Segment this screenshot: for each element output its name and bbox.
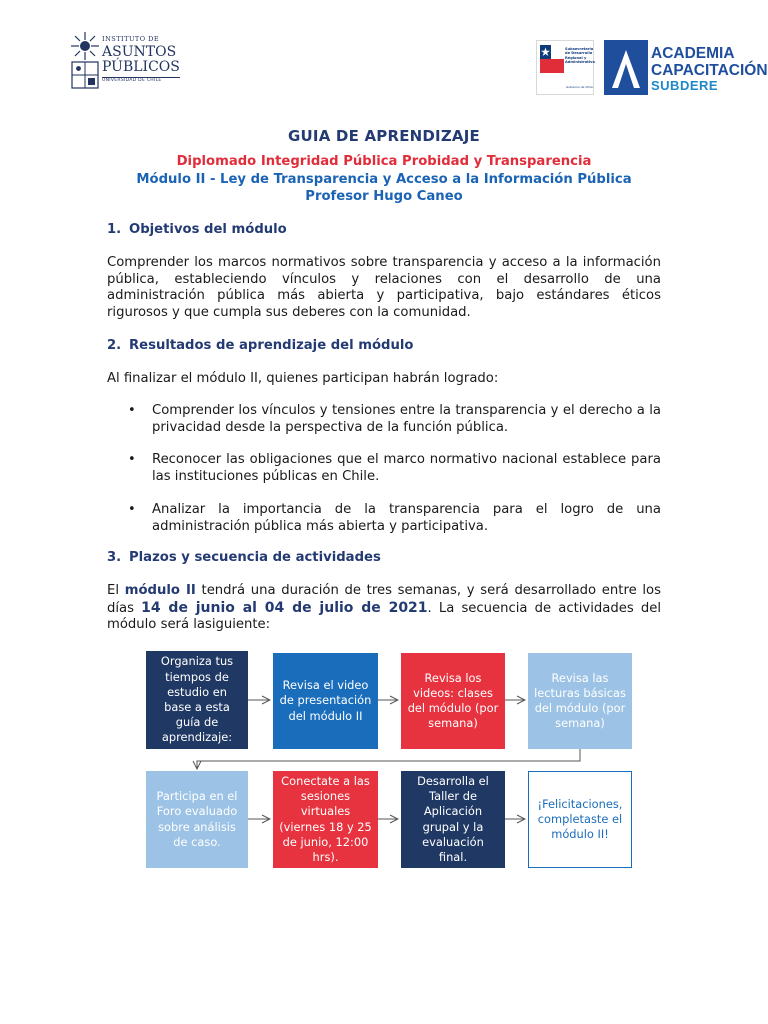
- iap-line3: PÚBLICOS: [102, 58, 180, 75]
- academia-line2: CAPACITACIÓN: [651, 61, 768, 79]
- flow-step-5: Participa en el Foro evaluado sobre análisis de caso.: [146, 771, 248, 868]
- iap-line2: ASUNTOS: [102, 43, 177, 60]
- section-3-text-part3: . La secuencia de actividades del módulo será lasiguiente:: [107, 600, 661, 632]
- bullet-text-2: Reconocer las obligaciones que el marco normativo nacional establece para las instituciones públicas en Chile.: [152, 452, 661, 484]
- section-2-intro: Al finalizar el módulo II, quienes participan habrán logrado:: [107, 371, 499, 386]
- academia-line1: ACADEMIA: [651, 45, 735, 62]
- bullet-text-1: Comprender los vínculos y tensiones entre la transparencia y el derecho a la privacidad desde la perspectiva de la función pública.: [152, 403, 661, 435]
- flow-step-8: ¡Felicitaciones, completaste el módulo II!: [528, 771, 632, 868]
- flow-step-4: Revisa las lecturas básicas del módulo (por semana): [528, 653, 632, 749]
- iap-line4: UNIVERSIDAD DE CHILE: [102, 77, 180, 84]
- gov-logo-footer: Gobierno de Chile: [566, 85, 593, 89]
- iap-line1: INSTITUTO DE: [102, 35, 160, 43]
- module-subtitle: Módulo II - Ley de Transparencia y Acceso a la Información Pública: [136, 172, 632, 187]
- bullet-icon: •: [128, 452, 136, 467]
- section-2-title: Resultados de aprendizaje del módulo: [129, 338, 414, 353]
- section-1-text: Comprender los marcos normativos sobre transparencia y acceso a la información pública, estableciendo vínculos y relaciones con el desarrollo de una administración pública más abierta y participativa, bajo estándares éticos rigurosos y que cumpla sus deberes con la comunidad.: [107, 255, 661, 320]
- section-3-text-part2: tendrá una duración de tres semanas, y será desarrollado entre los días: [107, 583, 661, 616]
- bullet-text-3: Analizar la importancia de la transparencia para el logro de una administración pública más abierta y participativa.: [152, 502, 661, 534]
- section-1-number: 1.: [107, 222, 122, 237]
- gov-logo-text: Subsecretaría de Desarrollo Regional y Administrativo: [565, 47, 595, 65]
- flow-step-2: Revisa el video de presentación del módulo II: [273, 653, 378, 749]
- arrow-row-wrap: [197, 749, 580, 769]
- flow-step-7: Desarrolla el Taller de Aplicación grupal y la evaluación final.: [401, 771, 505, 868]
- module-highlight: módulo II: [124, 583, 196, 598]
- bullet-icon: •: [128, 502, 136, 517]
- dates-highlight: 14 de junio al 04 de julio de 2021: [141, 599, 428, 616]
- section-1-title: Objetivos del módulo: [129, 222, 287, 237]
- document-title: GUIA DE APRENDIZAJE: [288, 127, 480, 145]
- flow-step-6: Conectate a las sesiones virtuales (viernes 18 y 25 de junio, 12:00 hrs).: [273, 771, 378, 868]
- section-2-number: 2.: [107, 338, 122, 353]
- bullet-icon: •: [128, 403, 136, 418]
- academia-line3: SUBDERE: [651, 78, 719, 93]
- diploma-subtitle: Diplomado Integridad Pública Probidad y Transparencia: [176, 154, 592, 169]
- section-3-title: Plazos y secuencia de actividades: [129, 550, 381, 565]
- section-3-text-part1: El: [107, 583, 125, 598]
- flow-step-3: Revisa los videos: clases del módulo (por semana): [401, 653, 505, 749]
- flow-step-1: Organiza tus tiempos de estudio en base a esta guía de aprendizaje:: [146, 651, 248, 749]
- section-3-number: 3.: [107, 550, 122, 565]
- professor-subtitle: Profesor Hugo Caneo: [305, 189, 463, 204]
